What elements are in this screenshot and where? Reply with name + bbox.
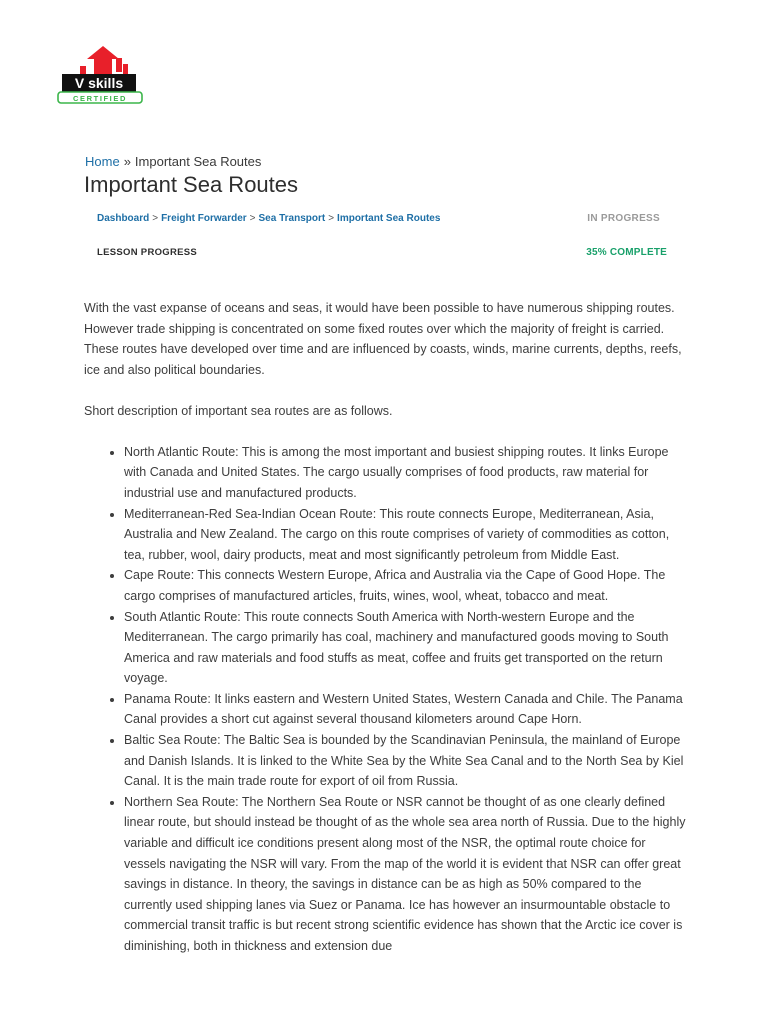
lesson-status-badge: IN PROGRESS (587, 213, 660, 224)
list-item-panama-route: • Panama Route: It links eastern and Western United States, Western Canada and Chile. The Panama Canal provides a short cut against several thousand kilometers around Cape Horn. (124, 689, 688, 730)
vskills-logo[interactable] (56, 44, 146, 106)
logo-sub-text: CERTIFIED (73, 94, 127, 103)
lesson-crumb-current[interactable]: Important Sea Routes (337, 213, 441, 224)
lesson-crumb-course[interactable]: Freight Forwarder (161, 213, 247, 224)
list-item-northern-sea-route: • Northern Sea Route: The Northern Sea Route or NSR cannot be thought of as one clearly defined linear route, but should instead be thought of as the whole sea area north of Russia. Due to the highly variable and difficult ice conditions present along most of the NSR, the optimal route choice for vessels navigating the NSR will vary. From the map of the world it is evident that NSR can offer great savings in distance. In theory, the savings in distance can be as high as 50% compared to the currently used shipping lanes via Suez or Panama. Ice has however an insurmountable obstacle to commercial transit traffic is but recent strong scientific evidence has shown that the Arctic ice cover is diminishing, both in thickness and extension due (124, 792, 688, 957)
lesson-content (84, 298, 688, 957)
sea-routes-list (84, 442, 688, 957)
lesson-breadcrumb (97, 212, 440, 226)
lesson-crumb-separator: > (249, 213, 256, 224)
lesson-crumb-section[interactable]: Sea Transport (258, 213, 326, 224)
vskills-logo-graphic (56, 44, 146, 106)
logo-main-text: V skills (74, 75, 124, 91)
lesson-crumb-dashboard[interactable]: Dashboard (97, 213, 150, 224)
lesson-crumb-separator: > (328, 213, 335, 224)
lesson-crumb-separator: > (152, 213, 159, 224)
lesson-progress-percent: 35% COMPLETE (586, 247, 667, 258)
breadcrumb-home-link[interactable]: Home (85, 154, 120, 169)
lead-paragraph: Short description of important sea routes are as follows. (84, 403, 393, 418)
list-item-cape-route: • Cape Route: This connects Western Europe, Africa and Australia via the Cape of Good Hope. The cargo comprises of manufactured articles, fruits, wines, wool, wheat, tobacco and meat. (124, 565, 688, 606)
intro-paragraph: With the vast expanse of oceans and seas, it would have been possible to have numerous shipping routes. However trade shipping is concentrated on some fixed routes over which the majority of freight is carried. These routes have developed over time and are influenced by coasts, winds, marine currents, depths, reefs, ice and also political boundaries. (84, 301, 682, 377)
breadcrumb-separator: » (123, 154, 131, 169)
list-item-baltic-sea-route: • Baltic Sea Route: The Baltic Sea is bounded by the Scandinavian Peninsula, the mainland of Europe and Danish Islands. It is linked to the White Sea by the White Sea Canal and to the North Sea by Kiel Canal. It is the main trade route for export of oil from Russia. (124, 730, 688, 792)
breadcrumb-current: Important Sea Routes (134, 154, 262, 169)
breadcrumb (85, 153, 261, 171)
list-item-north-atlantic-route: • North Atlantic Route: This is among the most important and busiest shipping routes. It links Europe with Canada and United States. The cargo usually comprises of food products, raw material for industrial use and manufactured products. (124, 442, 688, 504)
lesson-progress-label: LESSON PROGRESS (97, 247, 198, 258)
list-item-mediterranean-route: • Mediterranean-Red Sea-Indian Ocean Route: This route connects Europe, Mediterranean, Asia, Australia and New Zealand. The cargo on this route comprises of variety of commodities as cotton, tea, rubber, wool, dairy products, meat and most significantly petroleum from Middle East. (124, 504, 688, 566)
list-item-south-atlantic-route: • South Atlantic Route: This route connects South America with North-western Europe and the Mediterranean. The cargo primarily has coal, machinery and manufactured goods moving to South America and raw materials and food stuffs as meat, coffee and fruits get transported on the return voyage. (124, 607, 688, 689)
page-title: Important Sea Routes (84, 172, 299, 197)
